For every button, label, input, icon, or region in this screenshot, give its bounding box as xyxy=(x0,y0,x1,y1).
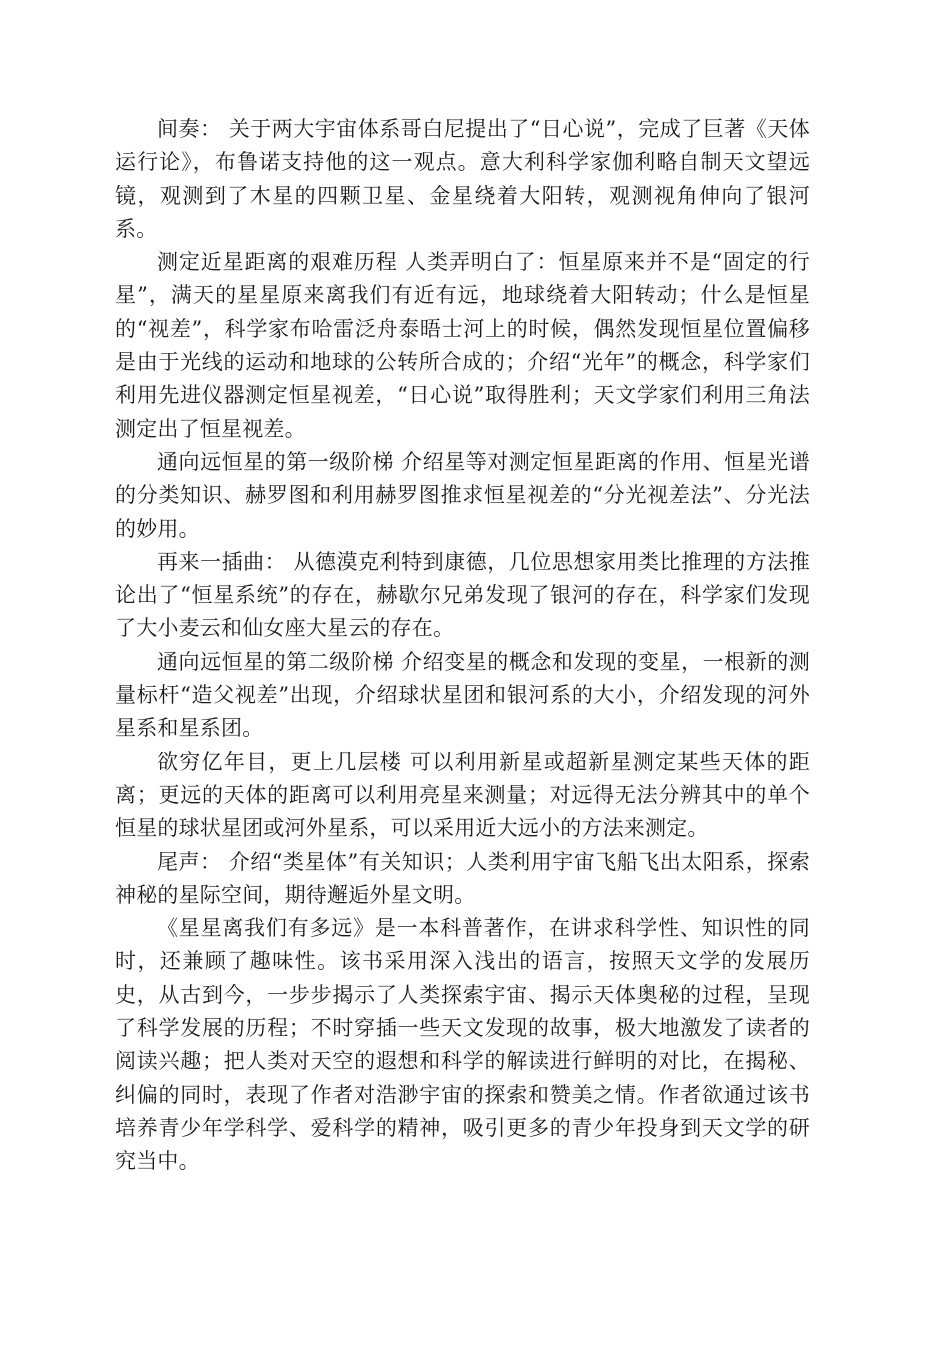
paragraph-second-interlude xyxy=(115,546,810,646)
document-body xyxy=(115,113,810,1179)
paragraph-text: 介绍变星的概念和发现的变星，一根新的测量标杆“造父视差”出现，介绍球状星团和银河系的大小，介绍发现的河外星系和星系团。 xyxy=(115,649,810,741)
paragraph-summary xyxy=(115,912,810,1178)
paragraph-text: 从德漠克利特到康德，几位思想家用类比推理的方法推论出了“恒星系统”的存在，赫歇尔兄弟发现了银河的存在，科学家们发现了大小麦云和仙女座大星云的存在。 xyxy=(115,549,810,641)
paragraph-heading: 通向远恒星的第二级阶梯 xyxy=(157,649,394,674)
paragraph-text: 可以利用新星或超新星测定某些天体的距离；更远的天体的距离可以利用亮星来测量；对远得无法分辨其中的单个恒星的球状星团或河外星系，可以采用近大远小的方法来测定。 xyxy=(115,749,810,841)
paragraph-heading: 测定近星距离的艰难历程 xyxy=(157,250,398,275)
paragraph-heading: 再来一插曲： xyxy=(157,549,287,574)
paragraph-epilogue xyxy=(115,846,810,913)
paragraph-interlude xyxy=(115,113,810,246)
paragraph-text: 关于两大宇宙体系哥白尼提出了“日心说”，完成了巨著《天体运行论》，布鲁诺支持他的这一观点。意大利科学家伽利略自制天文望远镜，观测到了木星的四颗卫星、金星绕着大阳转，观测视角伸向了银河系。 xyxy=(115,117,810,241)
paragraph-second-ladder xyxy=(115,646,810,746)
paragraph-farther xyxy=(115,746,810,846)
paragraph-heading: 欲穷亿年目，更上几层楼 xyxy=(157,749,403,774)
paragraph-text: 介绍星等对测定恒星距离的作用、恒星光谱的分类知识、赫罗图和利用赫罗图推求恒星视差的“分光视差法”、分光法的妙用。 xyxy=(115,449,810,541)
paragraph-text: 介绍“类星体”有关知识；人类利用宇宙飞船飞出太阳系，探索神秘的星际空间，期待邂逅外星文明。 xyxy=(115,849,810,907)
paragraph-heading: 通向远恒星的第一级阶梯 xyxy=(157,449,394,474)
paragraph-heading: 间奏： xyxy=(157,117,222,141)
paragraph-text: 人类弄明白了：恒星原来并不是“固定的行星”，满天的星星原来离我们有近有远，地球绕着大阳转动；什么是恒星的“视差”，科学家布哈雷泛舟泰晤士河上的时候，偶然发现恒星位置偏移是由于光线的运动和地球的公转所合成的；介绍“光年”的概念，科学家们利用先进仪器测定恒星视差，“日心说”取得胜利；天文学家们利用三角法测定出了恒星视差。 xyxy=(115,250,810,441)
paragraph-heading: 尾声： xyxy=(157,849,222,874)
paragraph-first-ladder xyxy=(115,446,810,546)
paragraph-text: 《星星离我们有多远》是一本科普著作，在讲求科学性、知识性的同时，还兼顾了趣味性。该书采用深入浅出的语言，按照天文学的发展历史，从古到今，一步步揭示了人类探索宇宙、揭示天体奥秘的过程，呈现了科学发展的历程；不时穿插一些天文发现的故事，极大地激发了读者的阅读兴趣；把人类对天空的遐想和科学的解读进行鲜明的对比，在揭秘、纠偏的同时，表现了作者对浩渺宇宙的探索和赞美之情。作者欲通过该书培养青少年学科学、爱科学的精神，吸引更多的青少年投身到天文学的研究当中。 xyxy=(115,916,810,1174)
paragraph-near-star-distance xyxy=(115,246,810,446)
